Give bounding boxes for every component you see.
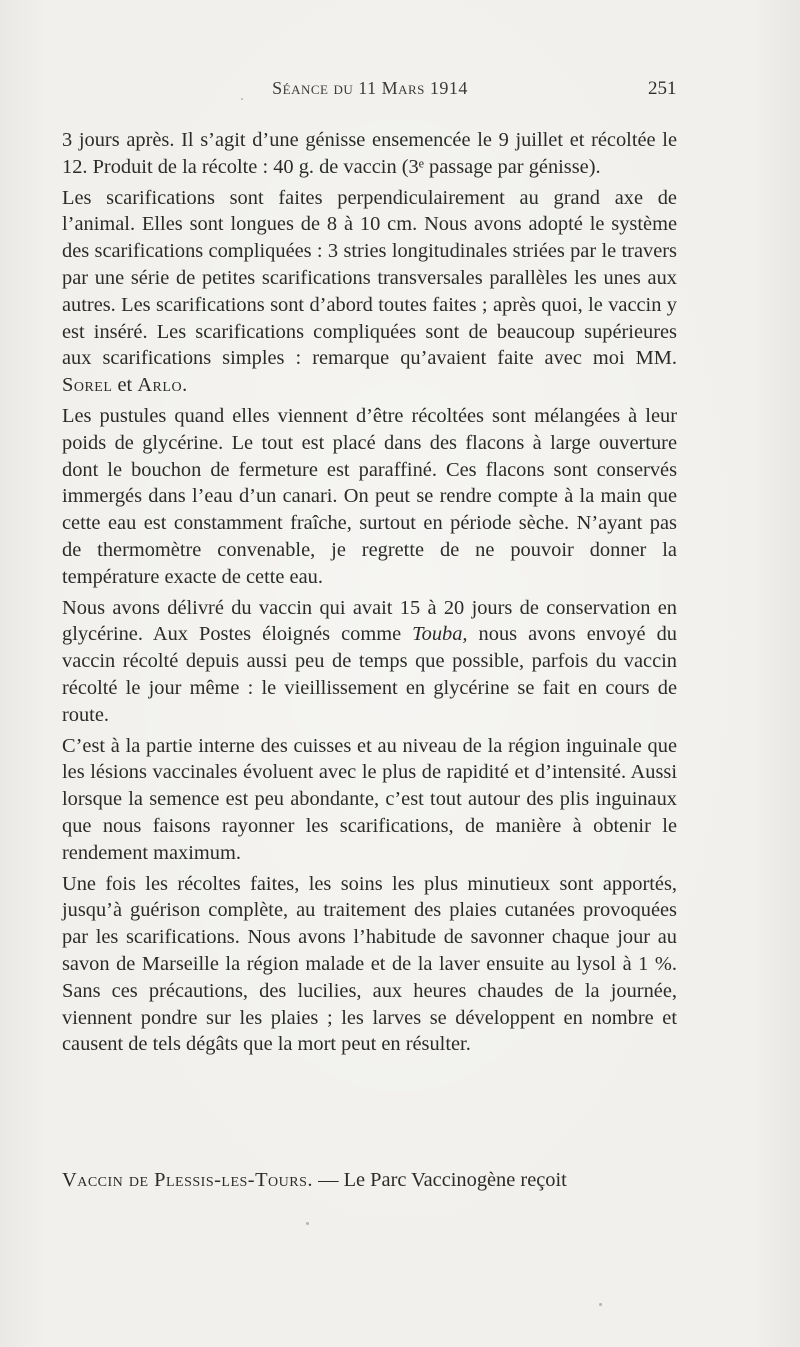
paragraph-continuation <box>62 127 677 181</box>
section-heading <box>62 1167 677 1193</box>
author-name: Sorel <box>62 374 113 397</box>
page-header <box>0 78 800 106</box>
paragraph-text: Les scarifications sont faites perpendiculairement au grand axe de l’animal. Elles sont longues de 8 à 10 cm. Nous avons adopté le système des scarifications compliquées : 3 stries longitudinales striées par le travers par une série de petites scarifications transversales parallèles les unes aux autres. Les scarifications sont d’abord toutes faites ; après quoi, le vaccin y est inséré. Les scarifications compliquées sont de beaucoup supérieures aux scarifications simples : remarque qu’avaient faite avec moi MM. <box>62 186 677 370</box>
running-head: Séance du 11 Mars 1914 <box>272 78 468 98</box>
paragraph-text: Les pustules quand elles viennent d’être récoltées sont mélangées à leur poids de glycérine. Le tout est placé dans des flacons à large ouverture dont le bouchon de fermeture est paraffiné. Ces flacons sont conservés immergés dans l’eau d’un canari. On peut se rendre compte à la main que cette eau est constamment fraîche, surtout en période sèche. N’ayant pas de thermomètre convenable, je regrette de ne pouvoir donner la température exacte de cette eau. <box>62 404 677 588</box>
section-title: Vaccin de Plessis-les-Tours. <box>62 1169 313 1191</box>
author-name: Arlo <box>137 374 183 397</box>
name-joiner: et <box>112 374 138 397</box>
paper-speck <box>599 1303 602 1306</box>
paragraph-text: Une fois les récoltes faites, les soins les plus minutieux sont apportés, jusqu’à guérison complète, au traitement des plaies cutanées provoquées par les scarifications. Nous avons l’habitude de savonner chaque jour au savon de Marseille la région malade et de la laver ensuite au lysol à 1 %. Sans ces précautions, des lucilies, aux heures chaudes de la journée, viennent pondre sur les plaies ; les larves se développent en nombre et causent de tels dégâts que la mort peut en résulter. <box>62 872 677 1056</box>
paragraph-text: C’est à la partie interne des cuisses et au niveau de la région inguinale que les lésions vaccinales évoluent avec le plus de rapidité et d’intensité. Aussi lorsque la semence est peu abondante, c’est tout autour des plis inguinaux que nous faisons rayonner les scarifications, de manière à obtenir le rendement maximum. <box>62 734 677 864</box>
page-number: 251 <box>648 78 677 99</box>
paragraph-tail: . <box>182 374 188 397</box>
paragraph-scarifications <box>62 185 677 399</box>
paragraph-care <box>62 871 677 1059</box>
paragraph-text: nous avons envoyé du vaccin récolté depuis aussi peu de temps que possible, parfois du vaccin récolté le jour même : le vieillissement en glycérine se fait en cours de route. <box>62 623 677 726</box>
body-text <box>62 127 677 1062</box>
paper-speck <box>306 1222 309 1225</box>
paragraph-text: 3 jours après. Il s’agit d’une génisse ensemencée le 9 juillet et récoltée le 12. Produit de la récolte : 40 g. de vaccin (3ᵉ passage par génisse). <box>62 129 677 178</box>
paper-speck <box>241 98 243 100</box>
section-dash: — <box>312 1169 344 1191</box>
section-text: Le Parc Vaccinogène reçoit <box>343 1169 567 1191</box>
paragraph-delivery <box>62 595 677 729</box>
paragraph-text: Nous avons délivré du vaccin qui avait 15 à 20 jours de conservation en glycérine. Aux Postes éloignés comme <box>62 596 677 646</box>
paragraph-lesions <box>62 733 677 867</box>
place-name: Touba, <box>412 623 468 646</box>
paragraph-pustules <box>62 403 677 591</box>
